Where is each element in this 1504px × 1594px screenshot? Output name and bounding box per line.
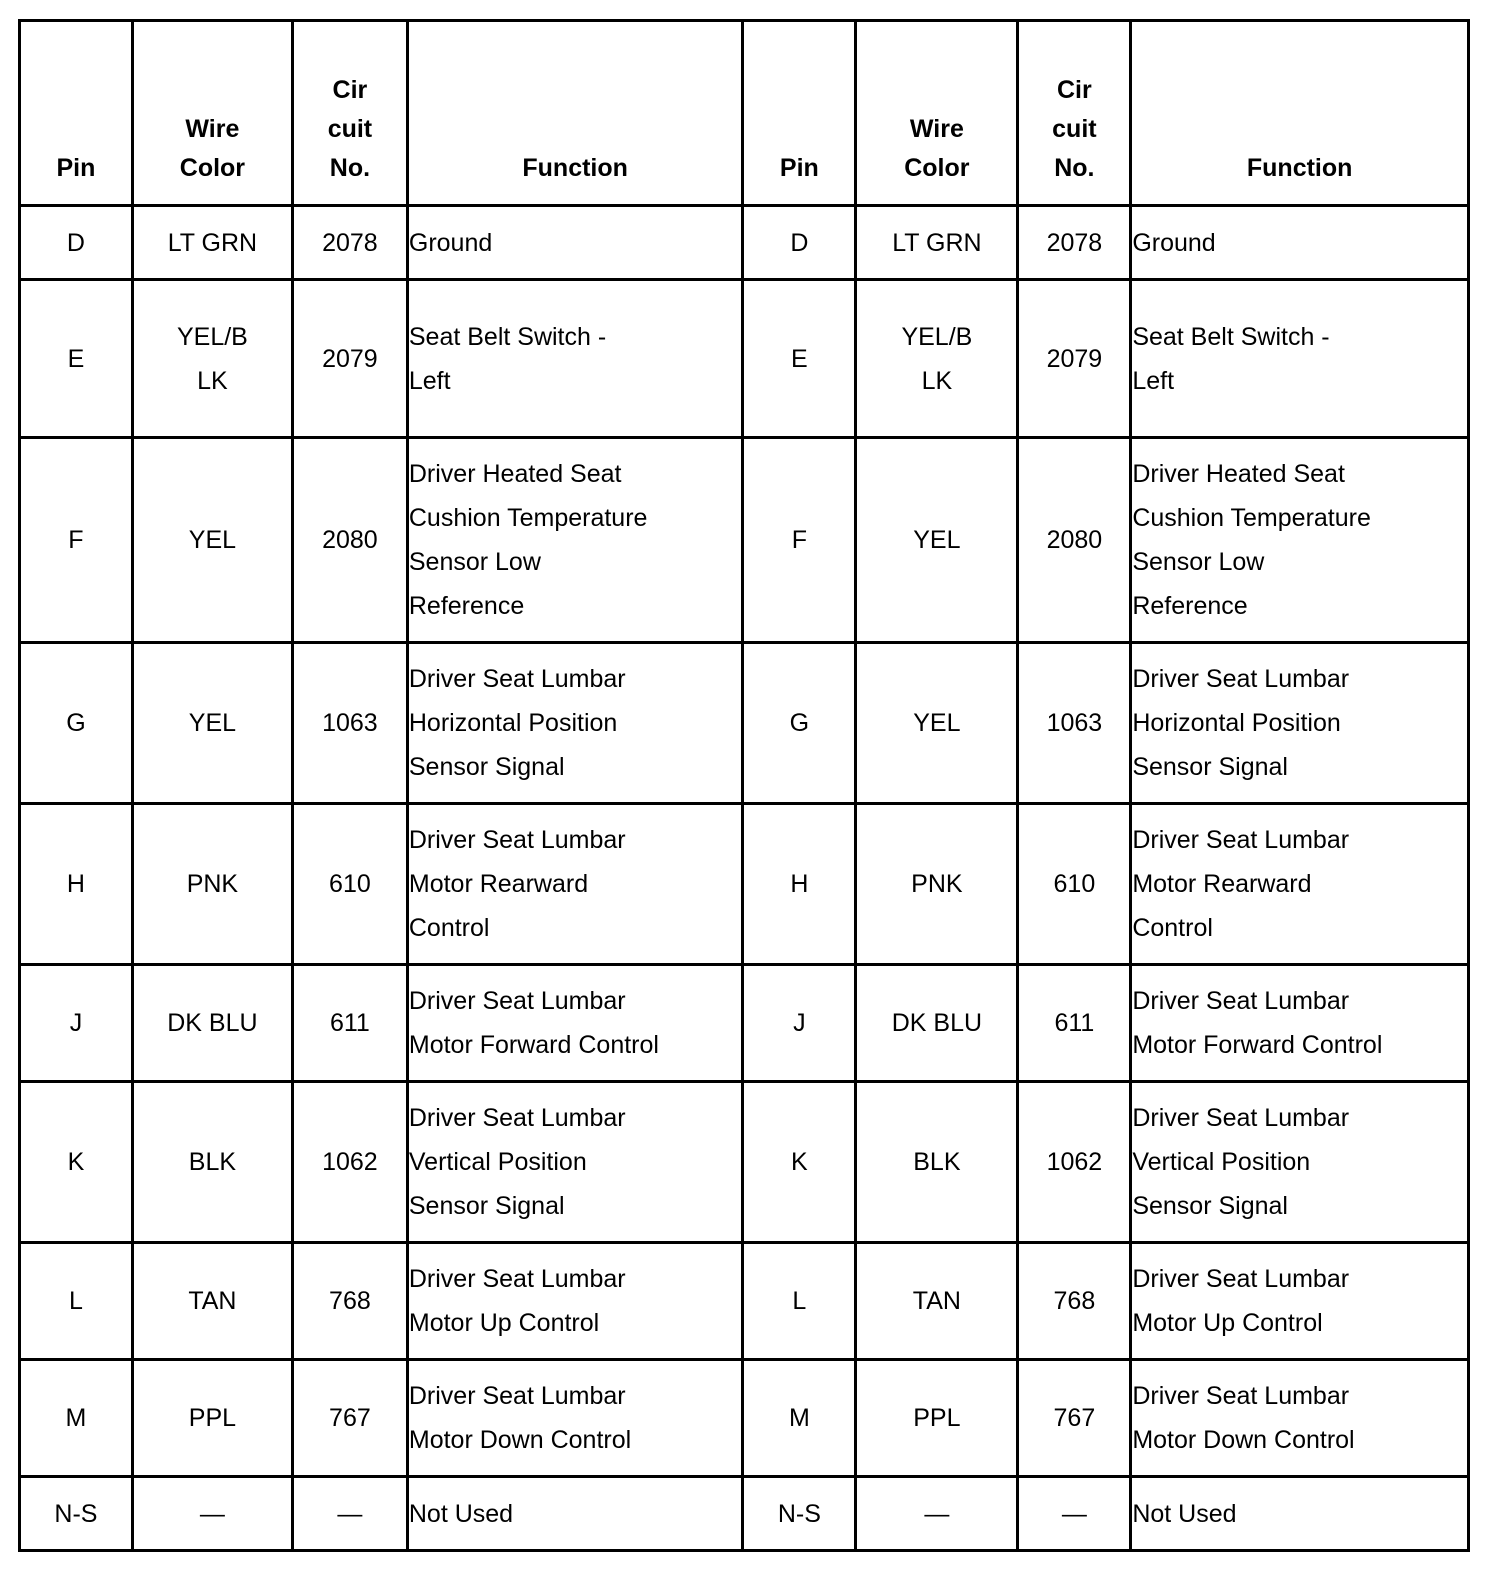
function-cell-left: Not Used — [407, 1477, 743, 1551]
function-cell-right: Driver Seat Lumbar Motor Forward Control — [1131, 965, 1469, 1082]
pin-cell-left: J — [20, 965, 133, 1082]
circuit-number-cell-right: 768 — [1018, 1243, 1131, 1360]
function-cell-right: Driver Seat Lumbar Horizontal Position Sensor Signal — [1131, 643, 1469, 804]
pin-cell-left: D — [20, 206, 133, 280]
function-cell-right: Driver Seat Lumbar Vertical Position Sensor Signal — [1131, 1082, 1469, 1243]
table-row — [20, 643, 1469, 804]
table-row — [20, 206, 1469, 280]
circuit-number-cell-left: 768 — [292, 1243, 407, 1360]
wire-color-cell-right: PNK — [856, 804, 1018, 965]
header-row — [20, 21, 1469, 206]
table-row — [20, 1477, 1469, 1551]
pin-cell-left: M — [20, 1360, 133, 1477]
function-cell-right: Seat Belt Switch - Left — [1131, 280, 1469, 438]
wire-color-cell-right: YEL/B LK — [856, 280, 1018, 438]
pin-cell-right: G — [743, 643, 856, 804]
function-cell-left: Driver Seat Lumbar Motor Up Control — [407, 1243, 743, 1360]
wire-color-cell-right: YEL — [856, 438, 1018, 643]
pin-cell-left: K — [20, 1082, 133, 1243]
function-cell-left: Driver Seat Lumbar Motor Down Control — [407, 1360, 743, 1477]
pin-cell-left: N-S — [20, 1477, 133, 1551]
wire-color-cell-right: PPL — [856, 1360, 1018, 1477]
function-cell-left: Driver Heated Seat Cushion Temperature Sensor Low Reference — [407, 438, 743, 643]
function-cell-right: Driver Seat Lumbar Motor Down Control — [1131, 1360, 1469, 1477]
circuit-number-cell-left: — — [292, 1477, 407, 1551]
circuit-number-cell-right: 2079 — [1018, 280, 1131, 438]
function-cell-right: Driver Seat Lumbar Motor Rearward Control — [1131, 804, 1469, 965]
wire-color-cell-left: — — [132, 1477, 292, 1551]
pin-cell-left: E — [20, 280, 133, 438]
circuit-number-cell-right: 1062 — [1018, 1082, 1131, 1243]
function-cell-left: Driver Seat Lumbar Motor Forward Control — [407, 965, 743, 1082]
wire-color-cell-right: — — [856, 1477, 1018, 1551]
circuit-number-cell-left: 611 — [292, 965, 407, 1082]
wire-color-cell-right: TAN — [856, 1243, 1018, 1360]
wire-color-cell-left: YEL/B LK — [132, 280, 292, 438]
pin-cell-right: D — [743, 206, 856, 280]
circuit-number-cell-right: 610 — [1018, 804, 1131, 965]
wire-color-cell-left: LT GRN — [132, 206, 292, 280]
header-pin-left: Pin — [20, 21, 133, 206]
wire-color-cell-left: DK BLU — [132, 965, 292, 1082]
function-cell-left: Driver Seat Lumbar Motor Rearward Control — [407, 804, 743, 965]
pin-cell-right: F — [743, 438, 856, 643]
function-cell-right: Driver Heated Seat Cushion Temperature Sensor Low Reference — [1131, 438, 1469, 643]
function-cell-right: Driver Seat Lumbar Motor Up Control — [1131, 1243, 1469, 1360]
wire-color-cell-left: TAN — [132, 1243, 292, 1360]
pin-cell-left: L — [20, 1243, 133, 1360]
function-cell-left: Ground — [407, 206, 743, 280]
circuit-number-cell-left: 1063 — [292, 643, 407, 804]
circuit-number-cell-right: — — [1018, 1477, 1131, 1551]
wire-color-cell-right: LT GRN — [856, 206, 1018, 280]
wire-color-cell-left: YEL — [132, 438, 292, 643]
header-function-left: Function — [407, 21, 743, 206]
wire-color-cell-right: DK BLU — [856, 965, 1018, 1082]
pin-cell-left: H — [20, 804, 133, 965]
circuit-number-cell-right: 2080 — [1018, 438, 1131, 643]
table-row — [20, 804, 1469, 965]
circuit-number-cell-right: 2078 — [1018, 206, 1131, 280]
header-circuit-no-right: Cir cuit No. — [1018, 21, 1131, 206]
function-cell-left: Driver Seat Lumbar Horizontal Position Sensor Signal — [407, 643, 743, 804]
wire-color-cell-left: PNK — [132, 804, 292, 965]
table-row — [20, 1243, 1469, 1360]
header-wire-color-right: Wire Color — [856, 21, 1018, 206]
wire-color-cell-left: PPL — [132, 1360, 292, 1477]
circuit-number-cell-right: 767 — [1018, 1360, 1131, 1477]
connector-pinout-table — [18, 19, 1470, 1552]
pin-cell-left: G — [20, 643, 133, 804]
header-function-right: Function — [1131, 21, 1469, 206]
circuit-number-cell-left: 610 — [292, 804, 407, 965]
pin-cell-right: K — [743, 1082, 856, 1243]
pin-cell-right: J — [743, 965, 856, 1082]
pin-cell-right: H — [743, 804, 856, 965]
table-row — [20, 438, 1469, 643]
header-circuit-no-left: Cir cuit No. — [292, 21, 407, 206]
table-row — [20, 965, 1469, 1082]
table-row — [20, 1360, 1469, 1477]
table-row — [20, 280, 1469, 438]
function-cell-right: Ground — [1131, 206, 1469, 280]
circuit-number-cell-left: 2079 — [292, 280, 407, 438]
pin-cell-right: L — [743, 1243, 856, 1360]
circuit-number-cell-left: 767 — [292, 1360, 407, 1477]
circuit-number-cell-left: 2078 — [292, 206, 407, 280]
pin-cell-left: F — [20, 438, 133, 643]
circuit-number-cell-left: 1062 — [292, 1082, 407, 1243]
function-cell-left: Driver Seat Lumbar Vertical Position Sensor Signal — [407, 1082, 743, 1243]
circuit-number-cell-left: 2080 — [292, 438, 407, 643]
circuit-number-cell-right: 611 — [1018, 965, 1131, 1082]
wire-color-cell-left: YEL — [132, 643, 292, 804]
wire-color-cell-right: YEL — [856, 643, 1018, 804]
table-row — [20, 1082, 1469, 1243]
pin-cell-right: N-S — [743, 1477, 856, 1551]
pin-cell-right: M — [743, 1360, 856, 1477]
pin-cell-right: E — [743, 280, 856, 438]
header-pin-right: Pin — [743, 21, 856, 206]
function-cell-right: Not Used — [1131, 1477, 1469, 1551]
header-wire-color-left: Wire Color — [132, 21, 292, 206]
wire-color-cell-left: BLK — [132, 1082, 292, 1243]
function-cell-left: Seat Belt Switch - Left — [407, 280, 743, 438]
circuit-number-cell-right: 1063 — [1018, 643, 1131, 804]
wire-color-cell-right: BLK — [856, 1082, 1018, 1243]
